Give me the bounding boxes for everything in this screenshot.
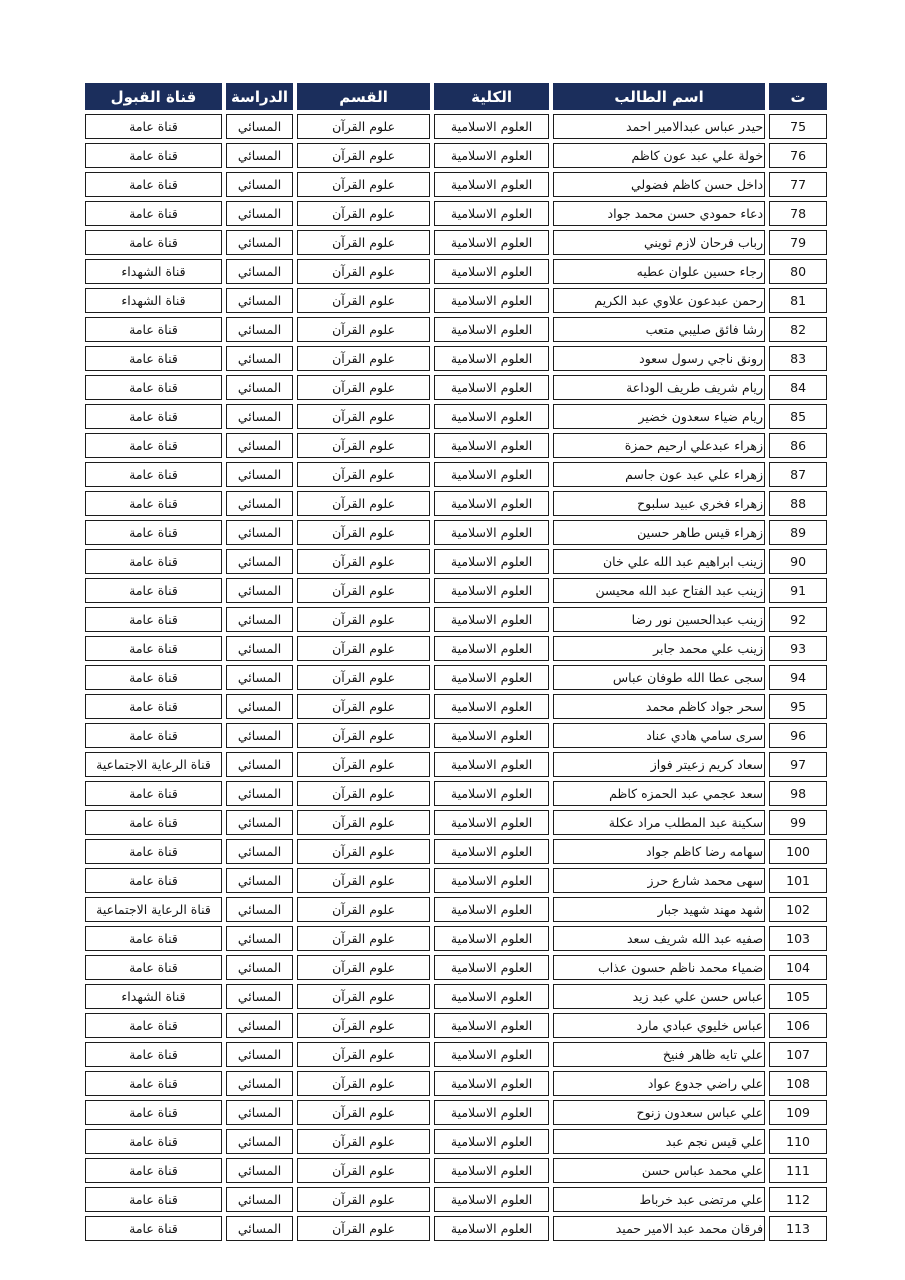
cell-college: العلوم الاسلامية (434, 549, 549, 574)
column-header-college: الكلية (434, 83, 549, 110)
cell-department: علوم القرآن (297, 288, 430, 313)
cell-study-type: المسائي (226, 259, 293, 284)
cell-study-type: المسائي (226, 984, 293, 1009)
cell-admission-channel: قناة عامة (85, 404, 222, 429)
cell-department: علوم القرآن (297, 926, 430, 951)
cell-number: 111 (769, 1158, 827, 1183)
table-row (85, 665, 827, 690)
document-page (81, 79, 831, 1245)
cell-college: العلوم الاسلامية (434, 868, 549, 893)
students-table (81, 79, 831, 1245)
cell-department: علوم القرآن (297, 549, 430, 574)
cell-study-type: المسائي (226, 346, 293, 371)
cell-number: 89 (769, 520, 827, 545)
cell-department: علوم القرآن (297, 375, 430, 400)
cell-number: 105 (769, 984, 827, 1009)
cell-admission-channel: قناة عامة (85, 723, 222, 748)
cell-college: العلوم الاسلامية (434, 1042, 549, 1067)
cell-admission-channel: قناة عامة (85, 317, 222, 342)
cell-admission-channel: قناة عامة (85, 1013, 222, 1038)
table-row (85, 694, 827, 719)
table-row (85, 723, 827, 748)
cell-college: العلوم الاسلامية (434, 462, 549, 487)
cell-study-type: المسائي (226, 1158, 293, 1183)
cell-admission-channel: قناة عامة (85, 172, 222, 197)
column-header-student-name: اسم الطالب (553, 83, 765, 110)
table-row (85, 1158, 827, 1183)
table-row (85, 897, 827, 922)
cell-student-name: عباس حسن علي عبد زيد (553, 984, 765, 1009)
cell-college: العلوم الاسلامية (434, 1013, 549, 1038)
cell-admission-channel: قناة عامة (85, 926, 222, 951)
cell-college: العلوم الاسلامية (434, 1129, 549, 1154)
cell-college: العلوم الاسلامية (434, 752, 549, 777)
cell-number: 90 (769, 549, 827, 574)
table-row (85, 607, 827, 632)
cell-admission-channel: قناة عامة (85, 230, 222, 255)
cell-student-name: خولة علي عبد عون كاظم (553, 143, 765, 168)
cell-number: 83 (769, 346, 827, 371)
cell-department: علوم القرآن (297, 433, 430, 458)
cell-admission-channel: قناة الرعاية الاجتماعية (85, 752, 222, 777)
cell-admission-channel: قناة عامة (85, 955, 222, 980)
cell-admission-channel: قناة عامة (85, 520, 222, 545)
cell-number: 99 (769, 810, 827, 835)
cell-number: 92 (769, 607, 827, 632)
cell-study-type: المسائي (226, 694, 293, 719)
cell-department: علوم القرآن (297, 1100, 430, 1125)
cell-number: 93 (769, 636, 827, 661)
cell-student-name: رجاء حسين علوان عطيه (553, 259, 765, 284)
cell-study-type: المسائي (226, 752, 293, 777)
cell-study-type: المسائي (226, 723, 293, 748)
table-row (85, 1042, 827, 1067)
table-row (85, 433, 827, 458)
cell-student-name: علي مرتضى عبد خرباط (553, 1187, 765, 1212)
table-row (85, 114, 827, 139)
cell-admission-channel: قناة عامة (85, 694, 222, 719)
cell-student-name: سعد عجمي عبد الحمزه كاظم (553, 781, 765, 806)
cell-admission-channel: قناة عامة (85, 201, 222, 226)
cell-admission-channel: قناة عامة (85, 491, 222, 516)
cell-number: 82 (769, 317, 827, 342)
table-row (85, 752, 827, 777)
cell-admission-channel: قناة عامة (85, 578, 222, 603)
cell-college: العلوم الاسلامية (434, 694, 549, 719)
cell-student-name: عباس خليوي عبادي مارد (553, 1013, 765, 1038)
cell-college: العلوم الاسلامية (434, 607, 549, 632)
cell-department: علوم القرآن (297, 404, 430, 429)
cell-department: علوم القرآن (297, 897, 430, 922)
cell-admission-channel: قناة الشهداء (85, 984, 222, 1009)
cell-number: 85 (769, 404, 827, 429)
cell-study-type: المسائي (226, 839, 293, 864)
cell-number: 113 (769, 1216, 827, 1241)
cell-admission-channel: قناة الشهداء (85, 259, 222, 284)
cell-student-name: رحمن عبدعون علاوي عبد الكريم (553, 288, 765, 313)
cell-admission-channel: قناة عامة (85, 607, 222, 632)
cell-college: العلوم الاسلامية (434, 1071, 549, 1096)
cell-study-type: المسائي (226, 549, 293, 574)
cell-college: العلوم الاسلامية (434, 984, 549, 1009)
cell-college: العلوم الاسلامية (434, 520, 549, 545)
cell-number: 88 (769, 491, 827, 516)
cell-study-type: المسائي (226, 868, 293, 893)
cell-department: علوم القرآن (297, 462, 430, 487)
cell-number: 100 (769, 839, 827, 864)
table-row (85, 1129, 827, 1154)
cell-department: علوم القرآن (297, 317, 430, 342)
table-row (85, 346, 827, 371)
header-row (85, 83, 827, 110)
cell-admission-channel: قناة عامة (85, 1071, 222, 1096)
cell-admission-channel: قناة عامة (85, 1100, 222, 1125)
cell-department: علوم القرآن (297, 839, 430, 864)
cell-college: العلوم الاسلامية (434, 723, 549, 748)
cell-college: العلوم الاسلامية (434, 375, 549, 400)
cell-student-name: صفيه عبد الله شريف سعد (553, 926, 765, 951)
cell-department: علوم القرآن (297, 578, 430, 603)
table-row (85, 984, 827, 1009)
cell-department: علوم القرآن (297, 752, 430, 777)
table-header (85, 83, 827, 110)
cell-student-name: زينب علي محمد جابر (553, 636, 765, 661)
cell-number: 84 (769, 375, 827, 400)
table-row (85, 317, 827, 342)
column-header-admission-channel: قناة القبول (85, 83, 222, 110)
cell-student-name: دعاء حمودي حسن محمد جواد (553, 201, 765, 226)
cell-department: علوم القرآن (297, 665, 430, 690)
table-row (85, 288, 827, 313)
table-row (85, 955, 827, 980)
cell-college: العلوم الاسلامية (434, 781, 549, 806)
cell-number: 109 (769, 1100, 827, 1125)
table-row (85, 636, 827, 661)
cell-student-name: ريام شريف طريف الوداعة (553, 375, 765, 400)
table-row (85, 1071, 827, 1096)
cell-admission-channel: قناة عامة (85, 781, 222, 806)
cell-number: 76 (769, 143, 827, 168)
cell-study-type: المسائي (226, 317, 293, 342)
cell-study-type: المسائي (226, 1187, 293, 1212)
cell-student-name: زهراء فخري عبيد سلبوح (553, 491, 765, 516)
cell-study-type: المسائي (226, 897, 293, 922)
cell-study-type: المسائي (226, 143, 293, 168)
cell-number: 104 (769, 955, 827, 980)
cell-study-type: المسائي (226, 781, 293, 806)
cell-department: علوم القرآن (297, 781, 430, 806)
cell-admission-channel: قناة عامة (85, 1042, 222, 1067)
cell-number: 95 (769, 694, 827, 719)
cell-college: العلوم الاسلامية (434, 259, 549, 284)
cell-student-name: زينب عبدالحسين نور رضا (553, 607, 765, 632)
table-row (85, 549, 827, 574)
cell-department: علوم القرآن (297, 636, 430, 661)
cell-student-name: سهى محمد شارع حرز (553, 868, 765, 893)
cell-student-name: سعاد كريم زعيتر فواز (553, 752, 765, 777)
cell-department: علوم القرآن (297, 143, 430, 168)
cell-admission-channel: قناة عامة (85, 114, 222, 139)
cell-study-type: المسائي (226, 172, 293, 197)
cell-study-type: المسائي (226, 1071, 293, 1096)
table-row (85, 375, 827, 400)
cell-department: علوم القرآن (297, 1071, 430, 1096)
cell-department: علوم القرآن (297, 868, 430, 893)
cell-admission-channel: قناة عامة (85, 665, 222, 690)
table-row (85, 1187, 827, 1212)
table-row (85, 1216, 827, 1241)
cell-student-name: زينب ابراهيم عبد الله علي خان (553, 549, 765, 574)
cell-college: العلوم الاسلامية (434, 491, 549, 516)
cell-admission-channel: قناة عامة (85, 346, 222, 371)
cell-admission-channel: قناة عامة (85, 810, 222, 835)
cell-number: 97 (769, 752, 827, 777)
cell-student-name: زهراء علي عبد عون جاسم (553, 462, 765, 487)
table-row (85, 404, 827, 429)
cell-number: 110 (769, 1129, 827, 1154)
cell-student-name: شهد مهند شهيد جبار (553, 897, 765, 922)
cell-department: علوم القرآن (297, 259, 430, 284)
table-row (85, 230, 827, 255)
cell-college: العلوم الاسلامية (434, 230, 549, 255)
cell-college: العلوم الاسلامية (434, 839, 549, 864)
table-row (85, 259, 827, 284)
cell-admission-channel: قناة الشهداء (85, 288, 222, 313)
cell-admission-channel: قناة عامة (85, 375, 222, 400)
cell-department: علوم القرآن (297, 723, 430, 748)
column-header-number: ت (769, 83, 827, 110)
cell-department: علوم القرآن (297, 955, 430, 980)
table-row (85, 1100, 827, 1125)
cell-study-type: المسائي (226, 114, 293, 139)
cell-department: علوم القرآن (297, 607, 430, 632)
cell-study-type: المسائي (226, 926, 293, 951)
table-row (85, 143, 827, 168)
table-row (85, 868, 827, 893)
cell-study-type: المسائي (226, 1013, 293, 1038)
table-row (85, 781, 827, 806)
cell-department: علوم القرآن (297, 1216, 430, 1241)
cell-study-type: المسائي (226, 375, 293, 400)
cell-study-type: المسائي (226, 607, 293, 632)
cell-department: علوم القرآن (297, 694, 430, 719)
cell-student-name: زهراء قيس طاهر حسين (553, 520, 765, 545)
cell-study-type: المسائي (226, 955, 293, 980)
cell-admission-channel: قناة عامة (85, 1158, 222, 1183)
cell-student-name: زهراء عبدعلي ارحيم حمزة (553, 433, 765, 458)
cell-student-name: علي قيس نجم عبد (553, 1129, 765, 1154)
cell-number: 75 (769, 114, 827, 139)
cell-number: 79 (769, 230, 827, 255)
cell-study-type: المسائي (226, 636, 293, 661)
cell-student-name: رونق ناجي رسول سعود (553, 346, 765, 371)
cell-number: 91 (769, 578, 827, 603)
cell-department: علوم القرآن (297, 1129, 430, 1154)
cell-college: العلوم الاسلامية (434, 636, 549, 661)
cell-student-name: علي عباس سعدون زنوح (553, 1100, 765, 1125)
cell-study-type: المسائي (226, 810, 293, 835)
cell-study-type: المسائي (226, 1042, 293, 1067)
cell-student-name: علي محمد عباس حسن (553, 1158, 765, 1183)
cell-study-type: المسائي (226, 288, 293, 313)
cell-department: علوم القرآن (297, 1042, 430, 1067)
cell-college: العلوم الاسلامية (434, 317, 549, 342)
cell-number: 112 (769, 1187, 827, 1212)
cell-college: العلوم الاسلامية (434, 404, 549, 429)
table-row (85, 1013, 827, 1038)
table-row (85, 491, 827, 516)
cell-number: 96 (769, 723, 827, 748)
cell-study-type: المسائي (226, 230, 293, 255)
cell-college: العلوم الاسلامية (434, 346, 549, 371)
cell-admission-channel: قناة عامة (85, 1187, 222, 1212)
cell-student-name: رباب فرحان لازم ثويني (553, 230, 765, 255)
cell-number: 86 (769, 433, 827, 458)
cell-number: 103 (769, 926, 827, 951)
cell-student-name: ضمياء محمد ناظم حسون عذاب (553, 955, 765, 980)
cell-college: العلوم الاسلامية (434, 926, 549, 951)
cell-study-type: المسائي (226, 433, 293, 458)
cell-number: 101 (769, 868, 827, 893)
cell-study-type: المسائي (226, 1100, 293, 1125)
cell-study-type: المسائي (226, 491, 293, 516)
column-header-department: القسم (297, 83, 430, 110)
cell-number: 94 (769, 665, 827, 690)
cell-study-type: المسائي (226, 404, 293, 429)
cell-college: العلوم الاسلامية (434, 172, 549, 197)
cell-student-name: داخل حسن كاظم فضولي (553, 172, 765, 197)
cell-admission-channel: قناة عامة (85, 1216, 222, 1241)
cell-college: العلوم الاسلامية (434, 288, 549, 313)
cell-college: العلوم الاسلامية (434, 810, 549, 835)
cell-college: العلوم الاسلامية (434, 1187, 549, 1212)
cell-admission-channel: قناة الرعاية الاجتماعية (85, 897, 222, 922)
cell-student-name: علي راضي جدوع عواد (553, 1071, 765, 1096)
cell-department: علوم القرآن (297, 1158, 430, 1183)
cell-student-name: حيدر عباس عبدالامير احمد (553, 114, 765, 139)
cell-study-type: المسائي (226, 520, 293, 545)
cell-department: علوم القرآن (297, 114, 430, 139)
cell-study-type: المسائي (226, 462, 293, 487)
cell-number: 87 (769, 462, 827, 487)
cell-college: العلوم الاسلامية (434, 1100, 549, 1125)
cell-college: العلوم الاسلامية (434, 201, 549, 226)
cell-student-name: سحر جواد كاظم محمد (553, 694, 765, 719)
cell-department: علوم القرآن (297, 520, 430, 545)
cell-college: العلوم الاسلامية (434, 114, 549, 139)
cell-student-name: سهامه رضا كاظم جواد (553, 839, 765, 864)
table-row (85, 926, 827, 951)
cell-college: العلوم الاسلامية (434, 665, 549, 690)
cell-college: العلوم الاسلامية (434, 1158, 549, 1183)
cell-college: العلوم الاسلامية (434, 1216, 549, 1241)
cell-admission-channel: قناة عامة (85, 433, 222, 458)
cell-study-type: المسائي (226, 1129, 293, 1154)
cell-student-name: ريام ضياء سعدون خضير (553, 404, 765, 429)
cell-admission-channel: قناة عامة (85, 143, 222, 168)
cell-study-type: المسائي (226, 1216, 293, 1241)
cell-student-name: فرقان محمد عبد الامير حميد (553, 1216, 765, 1241)
cell-student-name: سكينة عبد المطلب مراد عكلة (553, 810, 765, 835)
table-row (85, 810, 827, 835)
cell-department: علوم القرآن (297, 1013, 430, 1038)
cell-study-type: المسائي (226, 665, 293, 690)
cell-number: 106 (769, 1013, 827, 1038)
cell-college: العلوم الاسلامية (434, 955, 549, 980)
cell-admission-channel: قناة عامة (85, 1129, 222, 1154)
cell-college: العلوم الاسلامية (434, 433, 549, 458)
cell-number: 78 (769, 201, 827, 226)
cell-number: 107 (769, 1042, 827, 1067)
cell-student-name: علي تايه ظاهر فنيخ (553, 1042, 765, 1067)
cell-number: 102 (769, 897, 827, 922)
cell-number: 98 (769, 781, 827, 806)
cell-admission-channel: قناة عامة (85, 462, 222, 487)
table-row (85, 839, 827, 864)
cell-department: علوم القرآن (297, 491, 430, 516)
cell-department: علوم القرآن (297, 984, 430, 1009)
cell-study-type: المسائي (226, 578, 293, 603)
cell-student-name: سرى سامي هادي عناد (553, 723, 765, 748)
cell-department: علوم القرآن (297, 810, 430, 835)
cell-number: 80 (769, 259, 827, 284)
cell-student-name: سجى عطا الله طوفان عباس (553, 665, 765, 690)
cell-department: علوم القرآن (297, 201, 430, 226)
cell-department: علوم القرآن (297, 1187, 430, 1212)
cell-department: علوم القرآن (297, 230, 430, 255)
cell-study-type: المسائي (226, 201, 293, 226)
table-row (85, 201, 827, 226)
cell-admission-channel: قناة عامة (85, 636, 222, 661)
cell-student-name: رشا فائق صليبي متعب (553, 317, 765, 342)
table-body (85, 114, 827, 1241)
cell-college: العلوم الاسلامية (434, 897, 549, 922)
cell-number: 108 (769, 1071, 827, 1096)
cell-college: العلوم الاسلامية (434, 578, 549, 603)
cell-admission-channel: قناة عامة (85, 839, 222, 864)
cell-college: العلوم الاسلامية (434, 143, 549, 168)
cell-department: علوم القرآن (297, 172, 430, 197)
table-row (85, 462, 827, 487)
cell-department: علوم القرآن (297, 346, 430, 371)
table-row (85, 172, 827, 197)
cell-admission-channel: قناة عامة (85, 549, 222, 574)
cell-student-name: زينب عبد الفتاح عبد الله محيسن (553, 578, 765, 603)
cell-number: 81 (769, 288, 827, 313)
column-header-study-type: الدراسة (226, 83, 293, 110)
cell-number: 77 (769, 172, 827, 197)
cell-admission-channel: قناة عامة (85, 868, 222, 893)
table-row (85, 520, 827, 545)
table-row (85, 578, 827, 603)
